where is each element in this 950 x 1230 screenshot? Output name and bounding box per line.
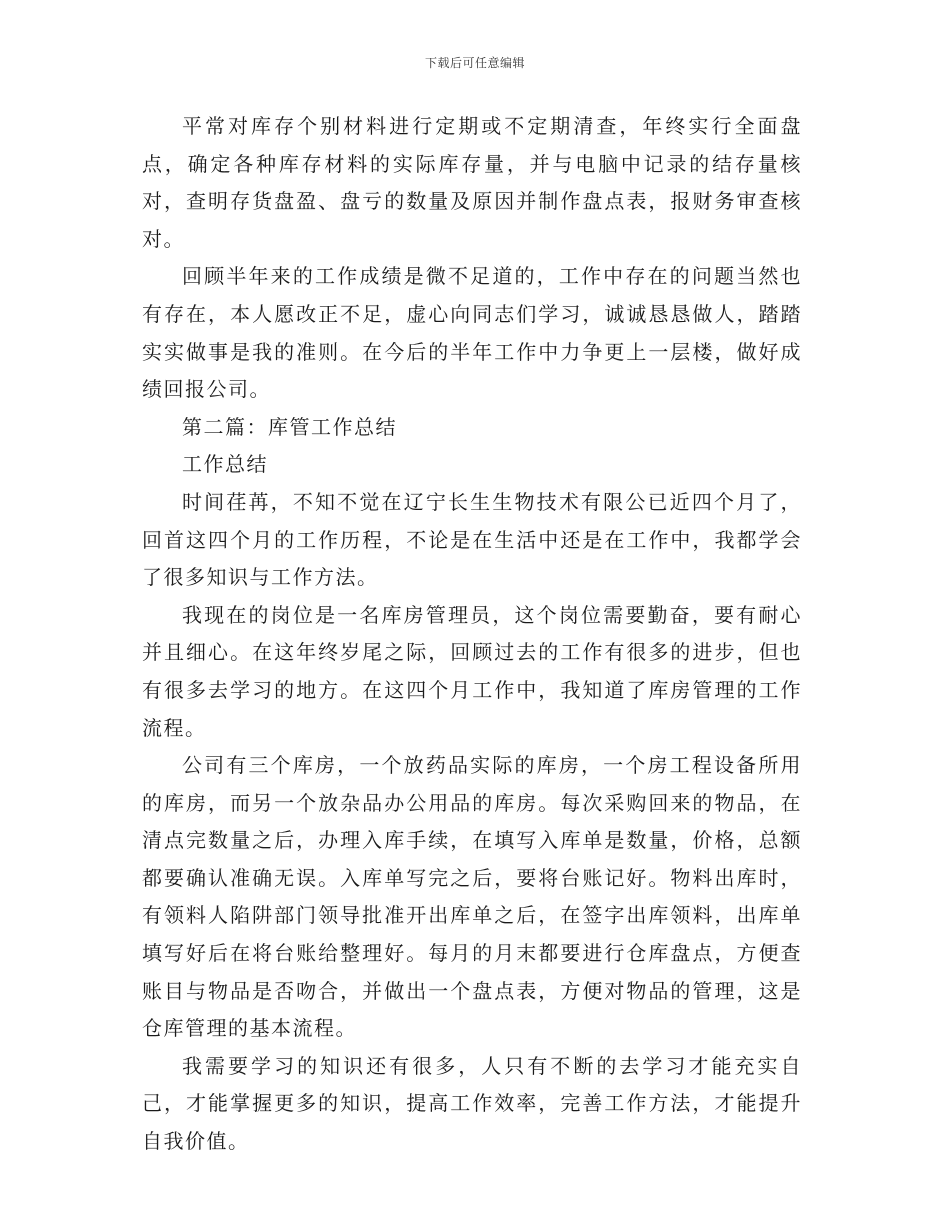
subsection-heading: 工作总结 [182,452,268,477]
document-body [142,108,802,1161]
paragraph-warehouse-process: 公司有三个库房，一个放药品实际的库房，一个房工程设备所用的库房，而另一个放杂品办公用品的库房。每次采购回来的物品，在清点完数量之后，办理入库手续，在填写入库单是数量，价格，总额都要确认准确无误。入库单写完之后，要将台账记好。物料出库时，有领料人陷阱部门领导批准开出库单之后，在签字出库领料，出库单填写好后在将台账给整理好。每月的月末都要进行仓库盘点，方便查账目与物品是否吻合，并做出一个盘点表，方便对物品的管理，这是仓库管理的基本流程。 [142,753,802,1041]
paragraph-inventory-check: 平常对库存个别材料进行定期或不定期清查，年终实行全面盘点，确定各种库存材料的实际库存量，并与电脑中记录的结存量核对，查明存货盘盈、盘亏的数量及原因并制作盘点表，报财务审查核对。 [142,114,802,251]
header-note: 下载后可任意编辑 [424,56,525,70]
paragraph-half-year-review: 回顾半年来的工作成绩是微不足道的，工作中存在的问题当然也有存在，本人愿改正不足，虚心向同志们学习，诚诚恳恳做人，踏踏实实做事是我的准则。在今后的半年工作中力争更上一层楼，做好成绩回报公司。 [142,264,802,402]
paragraph-position: 我现在的岗位是一名库房管理员，这个岗位需要勤奋，要有耐心并且细心。在这年终岁尾之际，回顾过去的工作有很多的进步，但也有很多去学习的地方。在这四个月工作中，我知道了库房管理的工作流程。 [142,602,802,740]
paragraph-learning: 我需要学习的知识还有很多，人只有不断的去学习才能充实自己，才能掌握更多的知识，提高工作效率，完善工作方法，才能提升自我价值。 [142,1053,802,1154]
section-heading: 第二篇：库管工作总结 [182,414,397,439]
paragraph-introduction: 时间荏苒，不知不觉在辽宁长生生物技术有限公已近四个月了，回首这四个月的工作历程，不论是在生活中还是在工作中，我都学会了很多知识与工作方法。 [142,489,802,590]
